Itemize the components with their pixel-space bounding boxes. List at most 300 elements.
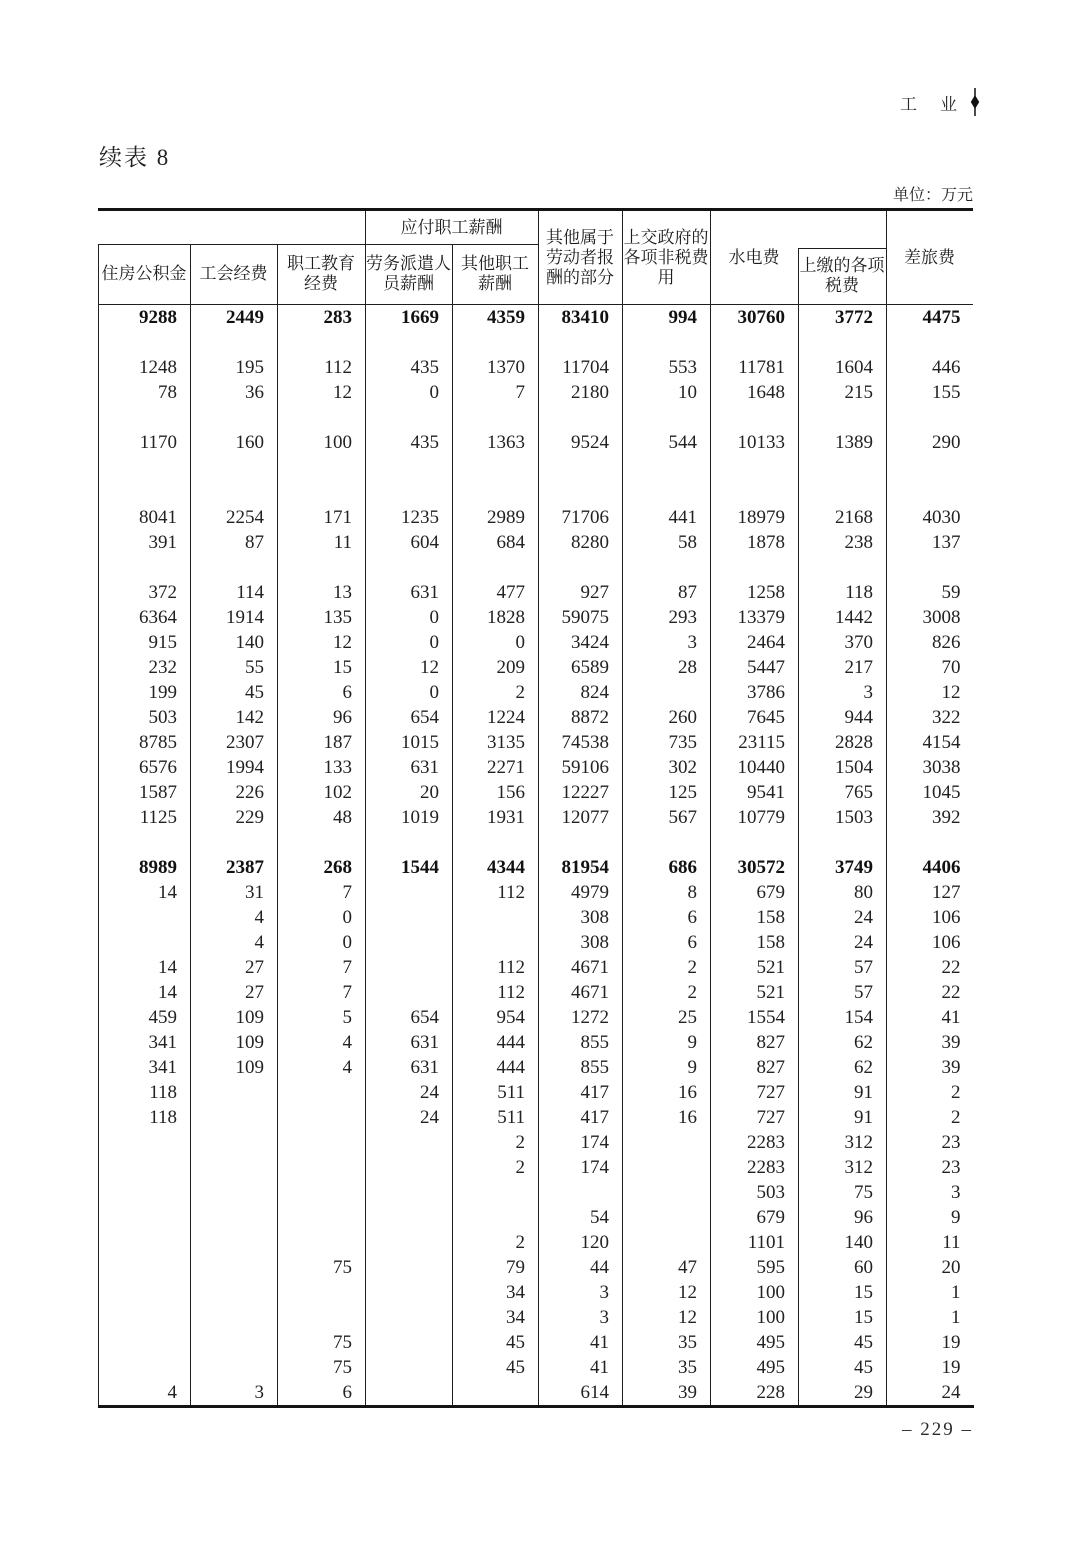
cell: 112 [453, 955, 539, 980]
cell: 553 [623, 355, 711, 380]
cell: 62 [799, 1030, 887, 1055]
cell [278, 1205, 366, 1230]
cell: 9 [951, 1207, 961, 1228]
cell: 12 [278, 380, 366, 405]
cell: 260 [623, 705, 711, 730]
table-row [99, 1155, 974, 1180]
cell: 2989 [453, 505, 539, 530]
cell: 6364 [99, 605, 191, 630]
running-header [900, 88, 980, 116]
table-row [99, 330, 974, 355]
cell: 9 [623, 1030, 711, 1055]
cell [366, 1230, 453, 1255]
cell: 215 [799, 380, 887, 405]
cell: 308 [539, 905, 623, 930]
table-row [99, 830, 974, 855]
table-row [99, 305, 974, 330]
cell: 2 [623, 980, 711, 1005]
cell: 0 [366, 680, 453, 705]
cell [366, 1280, 453, 1305]
cell: 109 [191, 1005, 278, 1030]
cell [278, 555, 366, 580]
cell: 4030 [922, 507, 961, 528]
cell: 631 [366, 1030, 453, 1055]
cell: 71706 [539, 505, 623, 530]
cell: 232 [99, 655, 191, 680]
cell: 80 [799, 880, 887, 905]
table-row [99, 1255, 974, 1280]
cell: 81954 [539, 855, 623, 880]
cell: 944 [799, 705, 887, 730]
cell: 78 [99, 380, 191, 405]
cell [278, 1180, 366, 1205]
cell: 10 [623, 380, 711, 405]
cell: 171 [278, 505, 366, 530]
cell: 27 [191, 980, 278, 1005]
cell: 6 [278, 1380, 366, 1407]
cell [366, 405, 453, 430]
table-row [99, 530, 974, 555]
cell [278, 455, 366, 480]
cell: 290 [932, 432, 961, 453]
cell: 9524 [539, 430, 623, 455]
table-row [99, 1305, 974, 1330]
cell: 58 [623, 530, 711, 555]
cell: 322 [932, 707, 961, 728]
cell [191, 1330, 278, 1355]
cell: 7 [453, 380, 539, 405]
cell: 855 [539, 1030, 623, 1055]
cell: 57 [799, 980, 887, 1005]
cell [711, 480, 799, 505]
cell: 308 [539, 930, 623, 955]
cell: 2271 [453, 755, 539, 780]
cell [366, 1305, 453, 1330]
cell: 1914 [191, 605, 278, 630]
cell: 4671 [539, 980, 623, 1005]
cell: 6 [623, 930, 711, 955]
header-union-funds: 工会经费 [199, 264, 268, 283]
cell: 15 [799, 1280, 887, 1305]
page-number: – 229 – [902, 1419, 973, 1440]
cell: 100 [711, 1305, 799, 1330]
cell: 654 [366, 705, 453, 730]
cell [99, 830, 191, 855]
cell: 45 [453, 1330, 539, 1355]
cell [623, 1130, 711, 1155]
cell: 1828 [453, 605, 539, 630]
cell: 477 [453, 580, 539, 605]
cell: 370 [799, 630, 887, 655]
table-row [99, 480, 974, 505]
cell [623, 680, 711, 705]
cell: 195 [191, 355, 278, 380]
cell [99, 930, 191, 955]
cell [453, 555, 539, 580]
header-other-labor-comp: 其他属于劳动者报酬的部分 [546, 227, 614, 287]
cell: 45 [453, 1355, 539, 1380]
cell [99, 455, 191, 480]
cell: 4 [278, 1055, 366, 1080]
cell: 1045 [922, 782, 961, 803]
cell: 954 [453, 1005, 539, 1030]
cell [887, 480, 974, 505]
cell: 16 [623, 1105, 711, 1130]
cell [623, 830, 711, 855]
table-row [99, 505, 974, 530]
cell: 25 [623, 1005, 711, 1030]
cell: 2 [951, 1082, 961, 1103]
cell: 187 [278, 730, 366, 755]
cell [539, 830, 623, 855]
cell: 614 [539, 1380, 623, 1407]
cell [453, 480, 539, 505]
cell: 19 [941, 1357, 961, 1378]
cell: 2 [453, 1230, 539, 1255]
cell: 2 [453, 1155, 539, 1180]
cell [366, 830, 453, 855]
cell: 112 [453, 980, 539, 1005]
cell: 3 [951, 1182, 961, 1203]
cell: 4359 [453, 305, 539, 330]
cell: 0 [366, 380, 453, 405]
cell: 4344 [453, 855, 539, 880]
cell: 0 [278, 930, 366, 955]
cell: 29 [799, 1380, 887, 1407]
cell: 511 [453, 1080, 539, 1105]
cell: 142 [191, 705, 278, 730]
table-row [99, 1030, 974, 1055]
cell: 4 [99, 1380, 191, 1407]
cell: 1442 [799, 605, 887, 630]
cell: 11781 [711, 355, 799, 380]
cell [711, 830, 799, 855]
cell [278, 1305, 366, 1330]
cell [99, 480, 191, 505]
cell [366, 880, 453, 905]
cell: 435 [366, 430, 453, 455]
cell: 6576 [99, 755, 191, 780]
cell: 1224 [453, 705, 539, 730]
cell: 4475 [922, 307, 961, 328]
cell: 684 [453, 530, 539, 555]
cell [278, 405, 366, 430]
cell: 87 [623, 580, 711, 605]
cell: 22 [941, 957, 961, 978]
cell [366, 330, 453, 355]
cell: 6589 [539, 655, 623, 680]
cell: 9 [623, 1055, 711, 1080]
cell [539, 455, 623, 480]
cell: 654 [366, 1005, 453, 1030]
cell: 19 [941, 1332, 961, 1353]
cell: 827 [711, 1030, 799, 1055]
cell: 7 [278, 955, 366, 980]
cell [99, 1355, 191, 1380]
cell: 228 [711, 1380, 799, 1407]
cell: 23115 [711, 730, 799, 755]
cell [278, 1080, 366, 1105]
cell [623, 1155, 711, 1180]
cell: 341 [99, 1030, 191, 1055]
cell: 302 [623, 755, 711, 780]
cell: 521 [711, 955, 799, 980]
cell: 24 [366, 1080, 453, 1105]
cell: 503 [711, 1180, 799, 1205]
cell: 30572 [711, 855, 799, 880]
cell: 392 [932, 807, 961, 828]
table-row [99, 630, 974, 655]
table-row [99, 755, 974, 780]
cell: 631 [366, 1055, 453, 1080]
cell: 435 [366, 355, 453, 380]
cell: 727 [711, 1105, 799, 1130]
cell [887, 405, 974, 430]
cell: 7 [278, 980, 366, 1005]
table-row [99, 980, 974, 1005]
cell: 87 [191, 530, 278, 555]
cell: 155 [932, 382, 961, 403]
cell: 1370 [453, 355, 539, 380]
cell: 0 [453, 630, 539, 655]
cell: 417 [539, 1105, 623, 1130]
cell: 0 [366, 605, 453, 630]
cell: 595 [711, 1255, 799, 1280]
cell: 503 [99, 705, 191, 730]
cell: 8280 [539, 530, 623, 555]
cell: 2307 [191, 730, 278, 755]
cell: 1994 [191, 755, 278, 780]
cell [366, 555, 453, 580]
diamond-rule-icon [970, 88, 980, 116]
table-row [99, 1230, 974, 1255]
table-row [99, 930, 974, 955]
cell: 44 [539, 1255, 623, 1280]
cell: 444 [453, 1030, 539, 1055]
cell: 54 [539, 1205, 623, 1230]
cell: 3 [191, 1380, 278, 1407]
cell: 57 [799, 955, 887, 980]
table-row [99, 680, 974, 705]
cell: 2464 [711, 630, 799, 655]
cell: 521 [711, 980, 799, 1005]
cell: 824 [539, 680, 623, 705]
cell: 4 [278, 1030, 366, 1055]
cell: 96 [799, 1205, 887, 1230]
cell: 441 [623, 505, 711, 530]
cell: 1101 [711, 1230, 799, 1255]
cell [366, 1130, 453, 1155]
cell: 9541 [711, 780, 799, 805]
table-header [98, 208, 973, 305]
table-row [99, 780, 974, 805]
cell [453, 1180, 539, 1205]
cell [191, 480, 278, 505]
cell: 209 [453, 655, 539, 680]
cell [99, 1180, 191, 1205]
cell: 13 [278, 580, 366, 605]
cell: 4671 [539, 955, 623, 980]
cell [99, 1230, 191, 1255]
cell [99, 555, 191, 580]
cell: 100 [711, 1280, 799, 1305]
cell: 48 [278, 805, 366, 830]
cell: 1 [951, 1307, 961, 1328]
cell [711, 555, 799, 580]
cell [278, 830, 366, 855]
cell: 3772 [799, 305, 887, 330]
cell: 158 [711, 930, 799, 955]
cell: 75 [278, 1355, 366, 1380]
table-row [99, 1105, 974, 1130]
cell [453, 930, 539, 955]
cell [623, 455, 711, 480]
cell: 62 [799, 1055, 887, 1080]
cell: 45 [191, 680, 278, 705]
cell: 1669 [366, 305, 453, 330]
cell: 174 [539, 1155, 623, 1180]
cell: 118 [799, 580, 887, 605]
cell: 9288 [99, 305, 191, 330]
cell: 1648 [711, 380, 799, 405]
cell [453, 455, 539, 480]
table-row [99, 1330, 974, 1355]
cell: 1272 [539, 1005, 623, 1030]
cell: 1604 [799, 355, 887, 380]
cell: 238 [799, 530, 887, 555]
cell: 679 [711, 880, 799, 905]
cell [99, 1130, 191, 1155]
cell: 2828 [799, 730, 887, 755]
cell [191, 1180, 278, 1205]
cell: 1587 [99, 780, 191, 805]
cell: 11 [942, 1232, 961, 1253]
cell [191, 555, 278, 580]
cell: 3 [539, 1305, 623, 1330]
cell [623, 330, 711, 355]
cell: 1235 [366, 505, 453, 530]
cell: 31 [191, 880, 278, 905]
cell: 118 [99, 1105, 191, 1130]
cell: 2 [623, 955, 711, 980]
cell: 24 [941, 1382, 961, 1403]
cell [453, 1380, 539, 1407]
cell: 75 [278, 1330, 366, 1355]
cell: 727 [711, 1080, 799, 1105]
cell: 686 [623, 855, 711, 880]
cell: 567 [623, 805, 711, 830]
table-row [99, 1380, 974, 1407]
cell [453, 830, 539, 855]
cell: 1504 [799, 755, 887, 780]
cell: 45 [799, 1355, 887, 1380]
cell [366, 1380, 453, 1407]
cell: 2283 [711, 1155, 799, 1180]
cell: 5447 [711, 655, 799, 680]
cell: 106 [932, 932, 961, 953]
cell: 20 [366, 780, 453, 805]
header-payroll-group: 应付职工薪酬 [400, 217, 503, 237]
header-taxes-paid: 上缴的各项税费 [799, 256, 885, 295]
cell [539, 555, 623, 580]
cell [99, 1255, 191, 1280]
cell: 5 [278, 1005, 366, 1030]
cell: 312 [799, 1155, 887, 1180]
cell [99, 905, 191, 930]
cell [191, 1305, 278, 1330]
table-row [99, 355, 974, 380]
cell: 109 [191, 1030, 278, 1055]
cell: 1503 [799, 805, 887, 830]
cell: 544 [623, 430, 711, 455]
cell: 109 [191, 1055, 278, 1080]
cell: 91 [799, 1080, 887, 1105]
cell: 3135 [453, 730, 539, 755]
table-row [99, 405, 974, 430]
data-table [98, 208, 973, 1408]
cell: 417 [539, 1080, 623, 1105]
cell: 14 [99, 955, 191, 980]
header-nontax-to-gov: 上交政府的各项非税费用 [623, 227, 709, 287]
cell [278, 1105, 366, 1130]
cell [99, 330, 191, 355]
table-row [99, 1130, 974, 1155]
cell: 3 [623, 630, 711, 655]
cell [191, 1155, 278, 1180]
cell: 1170 [99, 430, 191, 455]
table-row [99, 905, 974, 930]
cell [887, 455, 974, 480]
running-header-text: 工 业 [900, 94, 960, 114]
cell: 495 [711, 1330, 799, 1355]
cell [191, 1230, 278, 1255]
cell [539, 1180, 623, 1205]
cell: 160 [191, 430, 278, 455]
cell: 140 [799, 1230, 887, 1255]
cell: 120 [539, 1230, 623, 1255]
cell: 735 [623, 730, 711, 755]
cell: 60 [799, 1255, 887, 1280]
cell: 3038 [922, 757, 961, 778]
table-row [99, 580, 974, 605]
cell: 444 [453, 1055, 539, 1080]
cell: 631 [366, 580, 453, 605]
cell: 100 [278, 430, 366, 455]
cell [191, 455, 278, 480]
cell: 140 [191, 630, 278, 655]
cell: 10133 [711, 430, 799, 455]
table-row [99, 430, 974, 455]
cell: 59 [941, 582, 961, 603]
cell [366, 480, 453, 505]
cell: 459 [99, 1005, 191, 1030]
cell: 8041 [99, 505, 191, 530]
cell: 24 [799, 930, 887, 955]
cell: 23 [941, 1157, 961, 1178]
cell: 74538 [539, 730, 623, 755]
cell: 1248 [99, 355, 191, 380]
cell: 91 [799, 1105, 887, 1130]
cell [799, 480, 887, 505]
table-row [99, 1205, 974, 1230]
cell: 7 [278, 880, 366, 905]
cell [453, 405, 539, 430]
cell: 16 [623, 1080, 711, 1105]
cell: 12 [278, 630, 366, 655]
cell: 2387 [191, 855, 278, 880]
cell: 3 [799, 680, 887, 705]
cell [99, 405, 191, 430]
